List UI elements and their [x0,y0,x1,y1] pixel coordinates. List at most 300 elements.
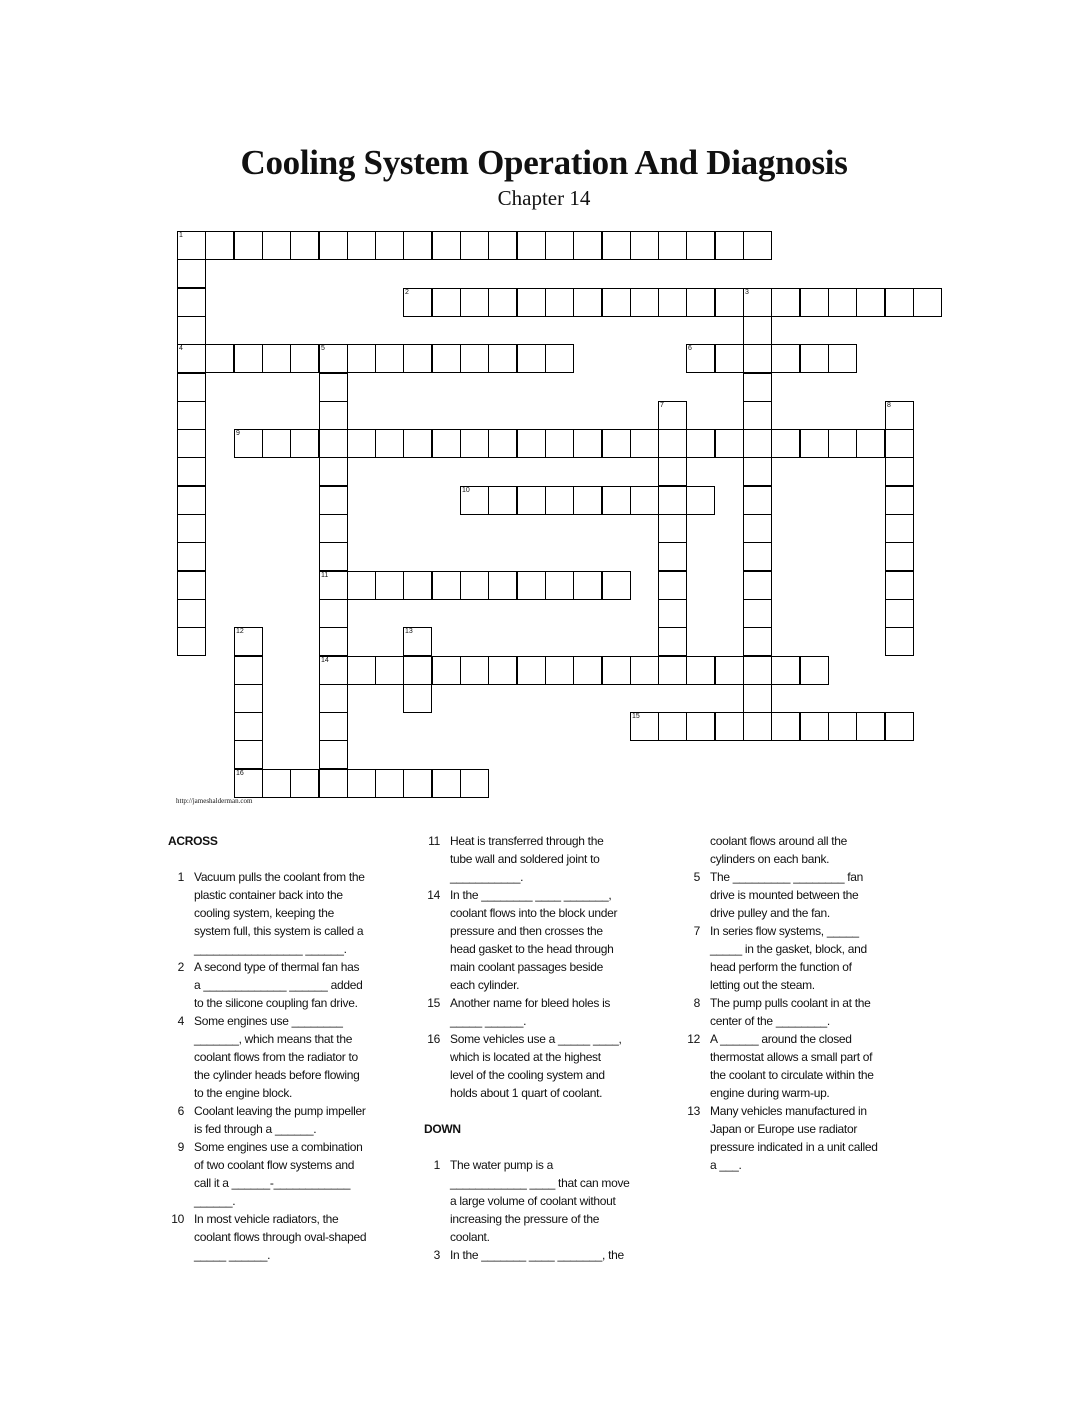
crossword-cell[interactable] [630,231,659,260]
down-heading: DOWN [424,1122,461,1136]
crossword-cell[interactable] [347,571,376,600]
clue-line: the cylinder heads before flowing [194,1068,360,1082]
crossword-cell[interactable] [234,429,263,458]
crossword-cell[interactable] [658,429,687,458]
crossword-cell[interactable] [715,344,744,373]
clue-number: 10 [462,487,470,494]
clue-line: is fed through a ______. [194,1122,317,1136]
crossword-cell[interactable] [319,684,348,713]
crossword-cell[interactable] [800,712,829,741]
clue-line: head gasket to the head through [450,942,614,956]
crossword-cell[interactable] [460,429,489,458]
crossword-cell[interactable] [234,712,263,741]
clue-number-label: 15 [427,996,440,1010]
clue-line: _____ in the gasket, block, and [710,942,867,956]
crossword-cell[interactable] [460,486,489,515]
crossword-cell[interactable] [319,627,348,656]
crossword-cell[interactable] [262,344,291,373]
crossword-cell[interactable] [177,259,206,288]
clue-number: 4 [179,345,183,352]
clue-text [710,868,916,922]
clue-line: In series flow systems, _____ [710,924,859,938]
crossword-cell[interactable] [177,627,206,656]
crossword-cell[interactable] [885,599,914,628]
clue-item [160,958,400,1012]
crossword-cell[interactable] [488,656,517,685]
clue-line: tube wall and soldered joint to [450,852,600,866]
crossword-cell[interactable] [630,486,659,515]
crossword-cell[interactable] [234,627,263,656]
crossword-cell[interactable] [319,344,348,373]
crossword-cell[interactable] [319,373,348,402]
clue-item [416,1030,656,1102]
crossword-cell[interactable] [375,344,404,373]
clue-item [416,1156,656,1246]
clue-item [160,1210,400,1264]
crossword-cell[interactable] [432,288,461,317]
crossword-cell[interactable] [319,542,348,571]
crossword-cell[interactable] [319,457,348,486]
crossword-cell[interactable] [545,288,574,317]
crossword-cell[interactable] [403,627,432,656]
clue-text [450,994,656,1030]
crossword-cell[interactable] [234,740,263,769]
crossword-cell[interactable] [177,457,206,486]
crossword-cell[interactable] [630,712,659,741]
clue-number-label: 11 [428,834,440,848]
clue-line: The pump pulls coolant in at the [710,996,871,1010]
crossword-cell[interactable] [658,627,687,656]
clue-line: system full, this system is called a [194,924,364,938]
clue-number-label: 1 [433,1158,440,1172]
crossword-cell[interactable] [460,288,489,317]
spacer [416,1102,656,1120]
crossword-cell[interactable] [856,288,885,317]
clue-line: Some vehicles use a _____ ____, [450,1032,622,1046]
crossword-cell[interactable] [319,486,348,515]
clue-number-label: 5 [693,870,700,884]
clue-number: 8 [887,402,891,409]
crossword-cell[interactable] [177,486,206,515]
crossword-cell[interactable] [828,344,857,373]
crossword-cell[interactable] [403,769,432,798]
crossword-cell[interactable] [432,429,461,458]
crossword-cell[interactable] [630,656,659,685]
crossword-cell[interactable] [715,231,744,260]
crossword-cell[interactable] [573,486,602,515]
clue-text [710,1030,916,1102]
crossword-cell[interactable] [686,656,715,685]
crossword-cell[interactable] [319,231,348,260]
clue-column-3 [676,832,916,1174]
crossword-cell[interactable] [771,712,800,741]
crossword-cell[interactable] [715,429,744,458]
crossword-cell[interactable] [347,769,376,798]
clue-number-label: 10 [171,1212,184,1226]
clue-text [194,1138,400,1210]
crossword-cell[interactable] [800,656,829,685]
crossword-cell[interactable] [686,429,715,458]
clue-number: 9 [236,430,240,437]
crossword-cell[interactable] [743,429,772,458]
crossword-cell[interactable] [234,231,263,260]
clue-line: the coolant to circulate within the [710,1068,874,1082]
clue-number: 3 [745,289,749,296]
clue-text [194,868,400,958]
crossword-cell[interactable] [177,373,206,402]
clue-number-label: 3 [433,1248,440,1262]
crossword-cell[interactable] [403,571,432,600]
crossword-cell[interactable] [432,344,461,373]
crossword-cell[interactable] [488,571,517,600]
crossword-cell[interactable] [403,429,432,458]
crossword-cell[interactable] [686,486,715,515]
crossword-cell[interactable] [177,514,206,543]
crossword-cell[interactable] [460,769,489,798]
clue-text [450,832,656,886]
crossword-cell[interactable] [177,316,206,345]
crossword-cell[interactable] [885,712,914,741]
clue-line: letting out the steam. [710,978,815,992]
clue-number-label: 1 [177,870,184,884]
clue-line: Japan or Europe use radiator [710,1122,858,1136]
crossword-cell[interactable] [602,231,631,260]
clue-line: each cylinder. [450,978,520,992]
crossword-cell[interactable] [743,599,772,628]
clue-line: increasing the pressure of the [450,1212,600,1226]
crossword-cell[interactable] [319,599,348,628]
crossword-cell[interactable] [573,231,602,260]
crossword-cell[interactable] [319,740,348,769]
crossword-cell[interactable] [432,769,461,798]
crossword-cell[interactable] [743,486,772,515]
clue-number: 15 [632,713,640,720]
crossword-cell[interactable] [290,429,319,458]
clue-item [676,868,916,922]
crossword-cell[interactable] [715,712,744,741]
crossword-cell[interactable] [743,656,772,685]
crossword-cell[interactable] [771,288,800,317]
crossword-cell[interactable] [177,288,206,317]
crossword-cell[interactable] [658,712,687,741]
crossword-cell[interactable] [290,769,319,798]
crossword-cell[interactable] [347,231,376,260]
crossword-cell[interactable] [800,344,829,373]
crossword-cell[interactable] [800,429,829,458]
clue-line: coolant. [450,1230,490,1244]
crossword-cell[interactable] [432,571,461,600]
crossword-cell[interactable] [885,288,914,317]
clue-text [194,958,400,1012]
clue-item [416,886,656,994]
clue-line: coolant flows from the radiator to [194,1050,358,1064]
clue-item [676,832,916,868]
crossword-cell[interactable] [290,344,319,373]
crossword-cell[interactable] [347,429,376,458]
clue-text [450,1030,656,1102]
crossword-cell[interactable] [177,231,206,260]
crossword-cell[interactable] [658,542,687,571]
crossword-cell[interactable] [205,344,234,373]
clue-item [416,1246,656,1264]
crossword-cell[interactable] [319,401,348,430]
crossword-cell[interactable] [432,231,461,260]
crossword-cell[interactable] [517,231,546,260]
crossword-cell[interactable] [545,344,574,373]
clue-line: a ___. [710,1158,742,1172]
crossword-cell[interactable] [630,429,659,458]
crossword-cell[interactable] [743,288,772,317]
crossword-cell[interactable] [686,712,715,741]
crossword-cell[interactable] [517,486,546,515]
crossword-cell[interactable] [658,457,687,486]
clue-text [710,922,916,994]
crossword-cell[interactable] [743,627,772,656]
crossword-cell[interactable] [658,401,687,430]
crossword-cell[interactable] [517,571,546,600]
crossword-cell[interactable] [715,656,744,685]
crossword-cell[interactable] [319,571,348,600]
clue-line: head perform the function of [710,960,852,974]
clue-line: thermostat allows a small part of [710,1050,873,1064]
crossword-cell[interactable] [686,344,715,373]
crossword-cell[interactable] [771,344,800,373]
clue-line: _______, which means that the [194,1032,353,1046]
clue-text [450,886,656,994]
crossword-cell[interactable] [743,231,772,260]
clue-number-label: 13 [687,1104,700,1118]
clue-item [676,1030,916,1102]
crossword-cell[interactable] [460,231,489,260]
crossword-cell[interactable] [319,656,348,685]
crossword-cell[interactable] [828,712,857,741]
clue-line: Another name for bleed holes is [450,996,611,1010]
clue-text [710,832,916,868]
clue-line: _____ ______. [194,1248,271,1262]
crossword-cell[interactable] [234,684,263,713]
crossword-cell[interactable] [319,712,348,741]
crossword-cell[interactable] [262,231,291,260]
clue-number-label: 7 [693,924,700,938]
crossword-cell[interactable] [488,429,517,458]
crossword-cell[interactable] [290,231,319,260]
clue-number: 13 [405,628,413,635]
crossword-cell[interactable] [262,769,291,798]
crossword-cell[interactable] [460,571,489,600]
crossword-cell[interactable] [375,656,404,685]
crossword-cell[interactable] [658,231,687,260]
crossword-cell[interactable] [743,684,772,713]
crossword-cell[interactable] [771,429,800,458]
clue-line: _____ ______. [450,1014,527,1028]
crossword-cell[interactable] [630,288,659,317]
crossword-cell[interactable] [375,769,404,798]
crossword-cell[interactable] [573,429,602,458]
crossword-cell[interactable] [771,656,800,685]
crossword-cell[interactable] [573,288,602,317]
crossword-cell[interactable] [658,486,687,515]
crossword-cell[interactable] [885,571,914,600]
crossword-cell[interactable] [743,344,772,373]
crossword-cell[interactable] [460,656,489,685]
clue-number-label: 14 [427,888,440,902]
crossword-cell[interactable] [743,401,772,430]
clue-line: ______. [194,1194,236,1208]
clue-text [710,994,916,1030]
clue-number-label: 9 [177,1140,184,1154]
crossword-cell[interactable] [828,288,857,317]
crossword-cell[interactable] [545,429,574,458]
crossword-cell[interactable] [686,288,715,317]
clue-item [160,1012,400,1102]
clue-line: A ______ around the closed [710,1032,852,1046]
crossword-cell[interactable] [913,288,942,317]
crossword-cell[interactable] [743,316,772,345]
clue-line: pressure indicated in a unit called [710,1140,878,1154]
crossword-cell[interactable] [403,231,432,260]
crossword-cell[interactable] [234,344,263,373]
crossword-cell[interactable] [658,288,687,317]
crossword-cell[interactable] [488,288,517,317]
clue-number: 12 [236,628,244,635]
clue-number: 6 [688,345,692,352]
crossword-cell[interactable] [686,231,715,260]
crossword-cell[interactable] [885,514,914,543]
crossword-cell[interactable] [743,514,772,543]
crossword-cell[interactable] [488,344,517,373]
crossword-cell[interactable] [658,571,687,600]
crossword-cell[interactable] [743,457,772,486]
crossword-cell[interactable] [517,344,546,373]
clue-item [676,994,916,1030]
crossword-cell[interactable] [177,542,206,571]
clue-line: of two coolant flow systems and [194,1158,355,1172]
clue-number: 14 [321,657,329,664]
crossword-cell[interactable] [177,429,206,458]
crossword-cell[interactable] [517,288,546,317]
clue-line: Heat is transferred through the [450,834,604,848]
crossword-cell[interactable] [856,712,885,741]
crossword-cell[interactable] [403,684,432,713]
clue-line: plastic container back into the [194,888,343,902]
crossword-cell[interactable] [658,656,687,685]
crossword-cell[interactable] [715,288,744,317]
crossword-cell[interactable] [517,656,546,685]
crossword-cell[interactable] [375,231,404,260]
clue-line: level of the cooling system and [450,1068,605,1082]
crossword-cell[interactable] [234,656,263,685]
crossword-cell[interactable] [885,457,914,486]
crossword-cell[interactable] [743,571,772,600]
crossword-cell[interactable] [602,429,631,458]
page-subtitle: Chapter 14 [497,186,591,210]
crossword-cell[interactable] [517,429,546,458]
crossword-cell[interactable] [403,288,432,317]
clue-number: 16 [236,770,244,777]
crossword-cell[interactable] [262,429,291,458]
crossword-cell[interactable] [177,401,206,430]
crossword-cell[interactable] [545,571,574,600]
crossword-cell[interactable] [375,571,404,600]
crossword-cell[interactable] [432,656,461,685]
crossword-cell[interactable] [743,542,772,571]
across-heading: ACROSS [168,834,218,848]
clue-line: to the silicone coupling fan drive. [194,996,358,1010]
clue-line: The water pump is a [450,1158,554,1172]
clue-item [160,1102,400,1138]
clue-line: Some engines use a combination [194,1140,363,1154]
crossword-cell[interactable] [856,429,885,458]
clue-line: Some engines use ________ [194,1014,343,1028]
crossword-cell[interactable] [885,486,914,515]
crossword-cell[interactable] [885,542,914,571]
crossword-cell[interactable] [602,571,631,600]
crossword-cell[interactable] [177,599,206,628]
crossword-cell[interactable] [602,288,631,317]
crossword-cell[interactable] [743,712,772,741]
clue-number: 5 [321,345,325,352]
clue-text [194,1102,400,1138]
clue-text [710,1102,916,1174]
crossword-cell[interactable] [545,656,574,685]
crossword-cell[interactable] [573,656,602,685]
crossword-cell[interactable] [658,599,687,628]
crossword-cell[interactable] [403,656,432,685]
crossword-cell[interactable] [545,486,574,515]
crossword-cell[interactable] [885,627,914,656]
clue-line: which is located at the highest [450,1050,601,1064]
clue-line: center of the ________. [710,1014,830,1028]
clue-line: In most vehicle radiators, the [194,1212,339,1226]
clue-line: ___________. [450,870,524,884]
crossword-cell[interactable] [800,288,829,317]
crossword-cell[interactable] [658,514,687,543]
crossword-cell[interactable] [545,231,574,260]
crossword-cell[interactable] [319,514,348,543]
clue-line: cooling system, keeping the [194,906,334,920]
clue-text [194,1210,400,1264]
clue-line: In the ________ ____ _______, [450,888,612,902]
crossword-cell[interactable] [205,231,234,260]
clue-item [160,868,400,958]
crossword-cell[interactable] [573,571,602,600]
crossword-cell[interactable] [347,344,376,373]
crossword-cell[interactable] [177,571,206,600]
crossword-cell[interactable] [488,231,517,260]
crossword-cell[interactable] [319,769,348,798]
clue-column-1 [160,832,400,1264]
crossword-cell[interactable] [885,401,914,430]
crossword-cell[interactable] [460,344,489,373]
clue-column-2 [416,832,656,1264]
crossword-cell[interactable] [319,429,348,458]
clue-number-label: 2 [177,960,184,974]
crossword-cell[interactable] [375,429,404,458]
crossword-cell[interactable] [828,429,857,458]
crossword-cell[interactable] [488,486,517,515]
crossword-cell[interactable] [234,769,263,798]
crossword-cell[interactable] [177,344,206,373]
clue-number: 11 [321,572,329,579]
crossword-cell[interactable] [743,373,772,402]
clue-line: coolant flows into the block under [450,906,618,920]
clue-number-label [676,832,710,868]
crossword-cell[interactable] [403,344,432,373]
crossword-cell[interactable] [885,429,914,458]
crossword-cell[interactable] [602,486,631,515]
crossword-cell[interactable] [602,656,631,685]
crossword-cell[interactable] [347,656,376,685]
